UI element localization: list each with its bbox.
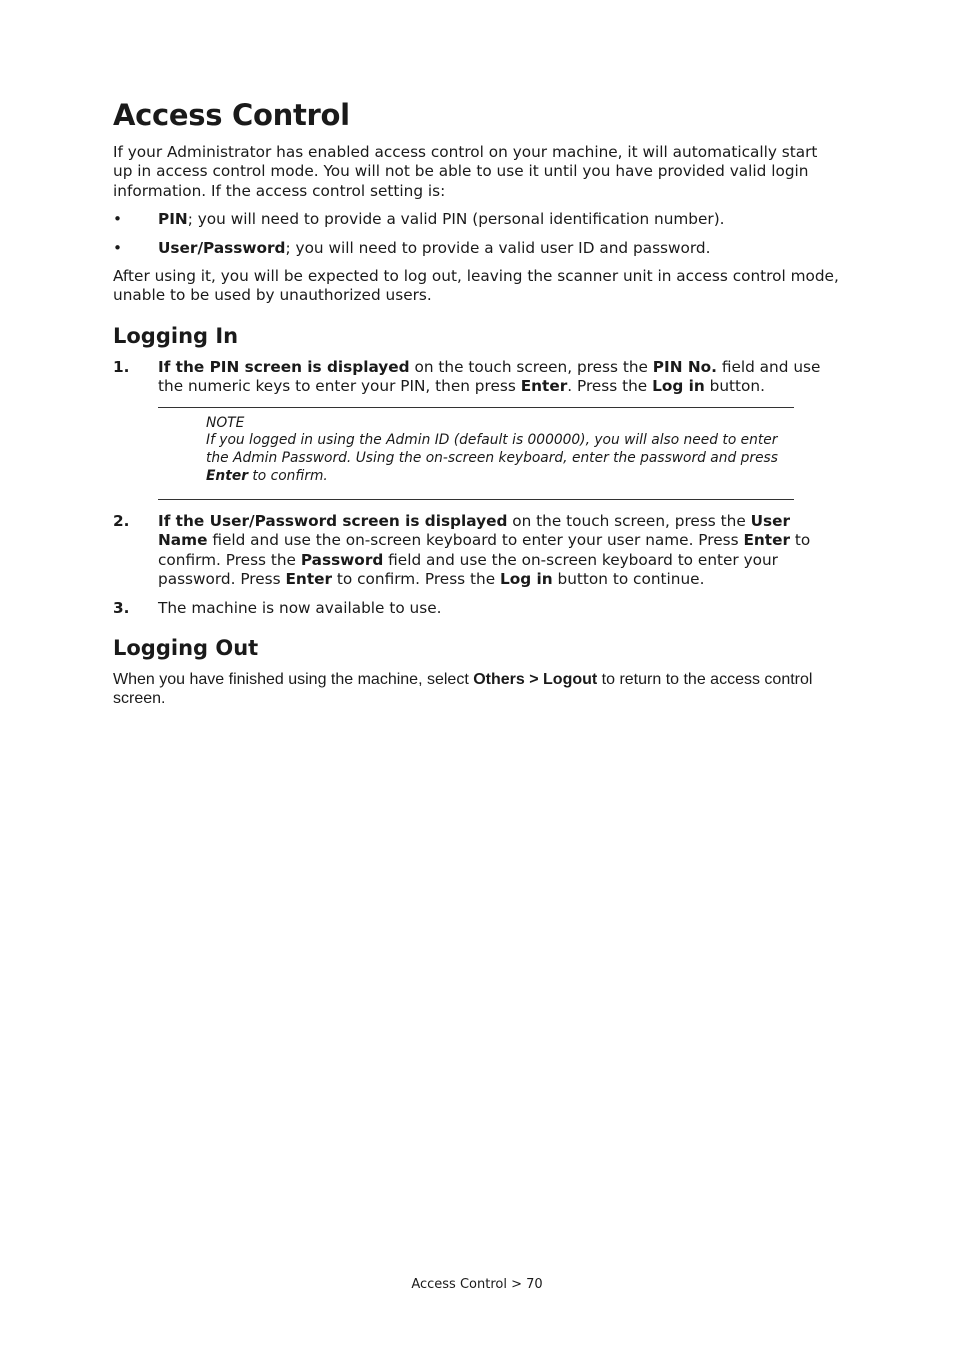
list-item	[113, 210, 840, 229]
intro-paragraph: If your Administrator has enabled access control on your machine, it will automatically start up in access control mode. You will not be able to use it until you have provided valid login information. If the access control setting is:	[113, 142, 818, 200]
step-text: button to continue.	[552, 570, 705, 589]
step-text: on the touch screen, press the	[409, 357, 653, 376]
page-footer: Access Control > 70	[411, 1277, 543, 1292]
step-text: field and use the on-screen keyboard to enter your password. Press	[158, 550, 778, 589]
note-box	[158, 407, 794, 500]
note-label: NOTE	[206, 414, 245, 431]
logging-out-heading: Logging Out	[113, 635, 259, 660]
step-text: on the touch screen, press the	[507, 511, 751, 530]
step-number: 2.	[113, 511, 130, 530]
step-bold-text: Log in	[652, 377, 705, 396]
step-1	[113, 358, 840, 397]
document-page	[113, 100, 840, 718]
access-mode-list	[113, 210, 840, 258]
list-item	[113, 239, 840, 258]
note-body-text: If you logged in using the Admin ID (default is 000000), you will also need to enter the Admin Password. Using the on-screen keyboard, enter the password and press	[206, 432, 778, 467]
bullet-term: User/Password	[158, 238, 286, 257]
step-text: to confirm. Press the	[158, 531, 811, 569]
step-text: to confirm. Press the	[332, 570, 500, 589]
step-text: The machine is now available to use.	[158, 598, 442, 617]
logging-out-paragraph	[113, 670, 840, 709]
logging-in-steps-continued	[113, 512, 840, 618]
note-text	[206, 432, 794, 485]
bullet-term: PIN	[158, 210, 188, 229]
bullet-icon: •	[113, 238, 123, 257]
step-3	[113, 599, 840, 618]
step-text: field and use the numeric keys to enter your PIN, then press	[158, 357, 821, 396]
step-bold-text: If the User/Password screen is displayed	[158, 511, 508, 530]
bullet-text: ; you will need to provide a valid user ID and password.	[285, 238, 711, 257]
step-text: button.	[704, 377, 765, 396]
step-bold-text: User Name	[158, 511, 791, 550]
note-body-text: to confirm.	[248, 468, 328, 485]
logging-in-steps	[113, 358, 840, 397]
step-text: . Press the	[567, 377, 653, 396]
page-title: Access Control	[113, 98, 350, 132]
step-text: field and use the on-screen keyboard to enter your user name. Press	[207, 531, 744, 550]
step-bold-text: Enter	[520, 377, 568, 396]
step-number: 1.	[113, 357, 130, 376]
step-bold-text: Log in	[499, 570, 553, 589]
bullet-icon: •	[113, 210, 123, 229]
paragraph-text: to return to the access control screen.	[113, 671, 813, 708]
step-bold-text: Enter	[285, 570, 333, 589]
step-bold-text: PIN No.	[652, 357, 717, 376]
step-number: 3.	[113, 598, 130, 617]
logging-in-heading: Logging In	[113, 323, 239, 348]
paragraph-text: When you have finished using the machine, select	[113, 671, 474, 689]
after-using-paragraph: After using it, you will be expected to log out, leaving the scanner unit in access control mode, unable to be used by unauthorized users.	[113, 266, 839, 305]
menu-path: Others > Logout	[473, 671, 598, 689]
step-bold-text: Password	[300, 550, 384, 569]
note-bold-text: Enter	[206, 468, 249, 485]
step-bold-text: If the PIN screen is displayed	[158, 357, 410, 376]
bullet-text: ; you will need to provide a valid PIN (personal identification number).	[187, 210, 725, 229]
step-2	[113, 512, 840, 590]
step-bold-text: Enter	[743, 531, 791, 550]
